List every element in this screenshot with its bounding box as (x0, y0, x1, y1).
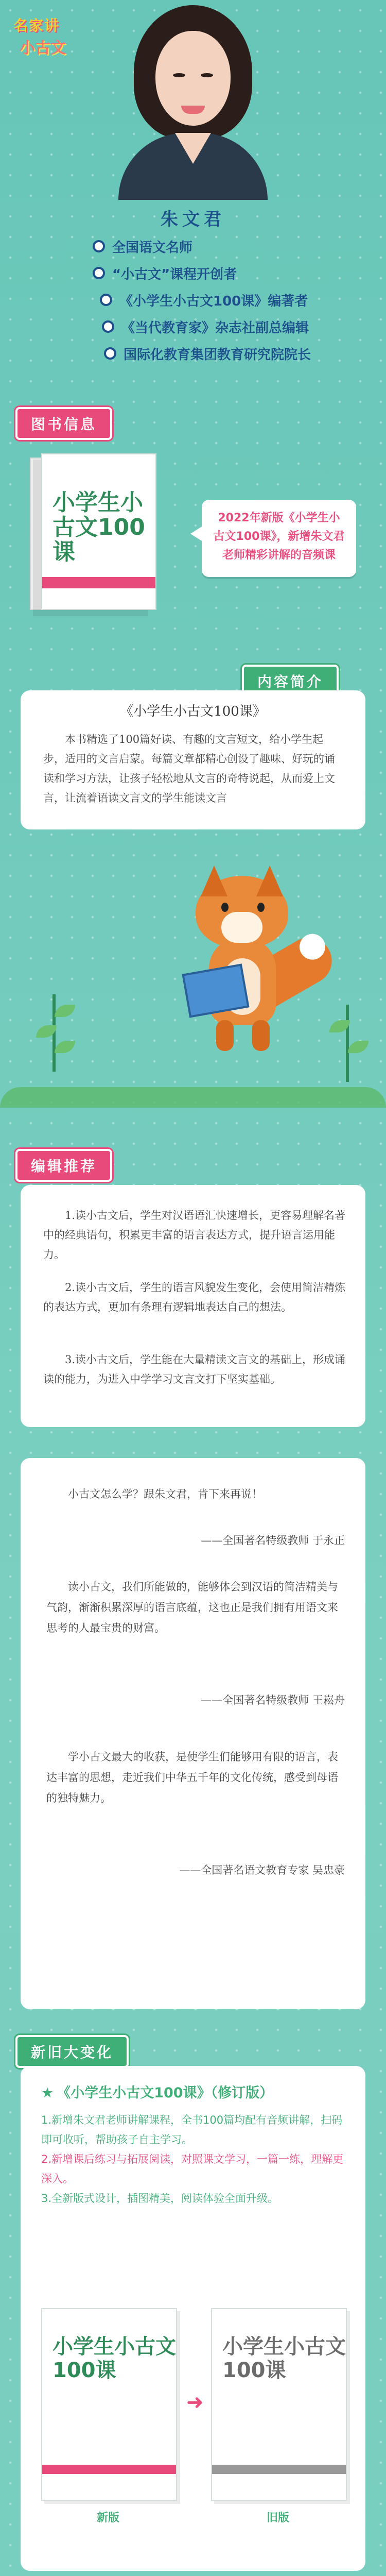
bullet-icon (100, 294, 112, 306)
intro-card (21, 690, 365, 829)
author-title-item: 国际化教育集团教育研究院院长 (93, 340, 360, 367)
bullet-icon (93, 240, 105, 252)
book-cover (21, 443, 185, 618)
author-name: 朱文君 (161, 209, 225, 230)
new-edition-caption: 新版 (96, 2512, 119, 2524)
bullet-icon (93, 267, 105, 279)
book-info-section (0, 422, 386, 644)
quote-signature: ——全国著名特级教师 王崧舟 (201, 1694, 345, 1706)
quote-text: 学小古文最大的收获，是使学生们能够用有限的语言，表达丰富的思想，走近我们中华五千年的文化传统，感受到母语的独特魅力。 (46, 1751, 338, 1804)
logo-line-2: 小古文 (20, 39, 66, 57)
quote-signature: ——全国著名语文教育专家 吴忠豪 (179, 1864, 345, 1876)
author-header (0, 0, 386, 392)
section-tag-book-info: 图书信息 (15, 407, 112, 440)
plant-illustration (329, 999, 365, 1082)
expert-quotes-card (21, 1458, 365, 2009)
bullet-icon (102, 320, 114, 333)
recommendation-item: 3.读小古文后，学生能在大量精读文言文的基础上，形成诵读的能力，为进入中学学习文言文打下坚实基础。 (43, 1353, 346, 1385)
changes-card (21, 2066, 365, 2571)
new-edition-callout (202, 500, 356, 577)
plant-illustration (36, 989, 72, 1072)
old-edition-cover: 小学生小古文100课 (211, 2308, 347, 2501)
callout-text: 2022年新版《小学生小古文100课》，新增朱文君老师精彩讲解的音频课 (213, 512, 345, 562)
section-tag-changes: 新旧大变化 (15, 2035, 129, 2068)
quote-text: 小古文怎么学？跟朱文君，肯下来再说！ (68, 1488, 262, 1500)
logo-line-1: 名家讲 (13, 17, 60, 34)
section-tag-recommendation: 编辑推荐 (15, 1149, 112, 1182)
section-tag-intro: 内容简介 (242, 665, 339, 698)
fox-illustration (0, 845, 386, 1113)
author-titles (93, 233, 360, 367)
intro-heading: 《小学生小古文100课》 (120, 704, 266, 719)
recommendation-item: 2.读小古文后，学生的语言风貌发生变化，会使用简洁精炼的表达方式，更加有条理有逻辑地表达自己的想法。 (43, 1281, 346, 1313)
star-icon: ★ (41, 2085, 54, 2101)
changes-title: ★ 《小学生小古文100课》（修订版） (41, 2085, 274, 2101)
old-edition-caption: 旧版 (266, 2512, 289, 2524)
author-title-item: 全国语文名师 (93, 233, 360, 260)
author-portrait (98, 0, 288, 196)
author-title-item: “小古文”课程开创者 (93, 260, 360, 286)
author-title-item: 《当代教育家》杂志社副总编辑 (93, 313, 360, 340)
changes-highlight: 2.新增课后练习与拓展阅读，对照课文学习，一篇一练，理解更深入。 (41, 2153, 344, 2185)
new-edition-cover: 小学生小古文100课 (41, 2308, 177, 2501)
recommendation-item: 1.读小古文后，学生对汉语语汇快速增长，更容易理解名著中的经典语句，积累更丰富的语言表达方式，提升语言运用能力。 (43, 1209, 346, 1261)
book-cover-title: 小学生小古文100课 (52, 489, 145, 565)
bullet-icon (104, 347, 116, 360)
arrow-icon: ➜ (186, 2391, 204, 2414)
quote-text: 读小古文，我们所能做的，能够体会到汉语的简洁精美与气韵，渐渐积累深厚的语言底蕴，这也正是我们拥有用语文来思考的人最宝贵的财富。 (46, 1581, 338, 1634)
author-title-item: 《小学生小古文100课》编著者 (93, 286, 360, 313)
fox-character (165, 866, 319, 1061)
changes-body: 1.新增朱文君老师讲解课程，全书100篇均配有音频讲解，扫码即可收听，帮助孩子自主学习。 2.新增课后练习与拓展阅读，对照课文学习，一篇一练，理解更深入。 3.全新版式设计，插图精美，阅读体验全面升级。 (41, 2110, 350, 2208)
brand-logo (13, 14, 75, 58)
recommendation-card (21, 1185, 365, 1427)
quote-signature: ——全国著名特级教师 于永正 (201, 1534, 345, 1547)
intro-body: 本书精选了100篇好读、有趣的文言短文，给小学生起步，适用的文言启蒙。每篇文章都精心创设了趣味、好玩的诵读和学习方法，让孩子轻松地从文言的奇特说起，从而爱上文言，让流着语读文言文的学生能读文言 (43, 733, 335, 804)
